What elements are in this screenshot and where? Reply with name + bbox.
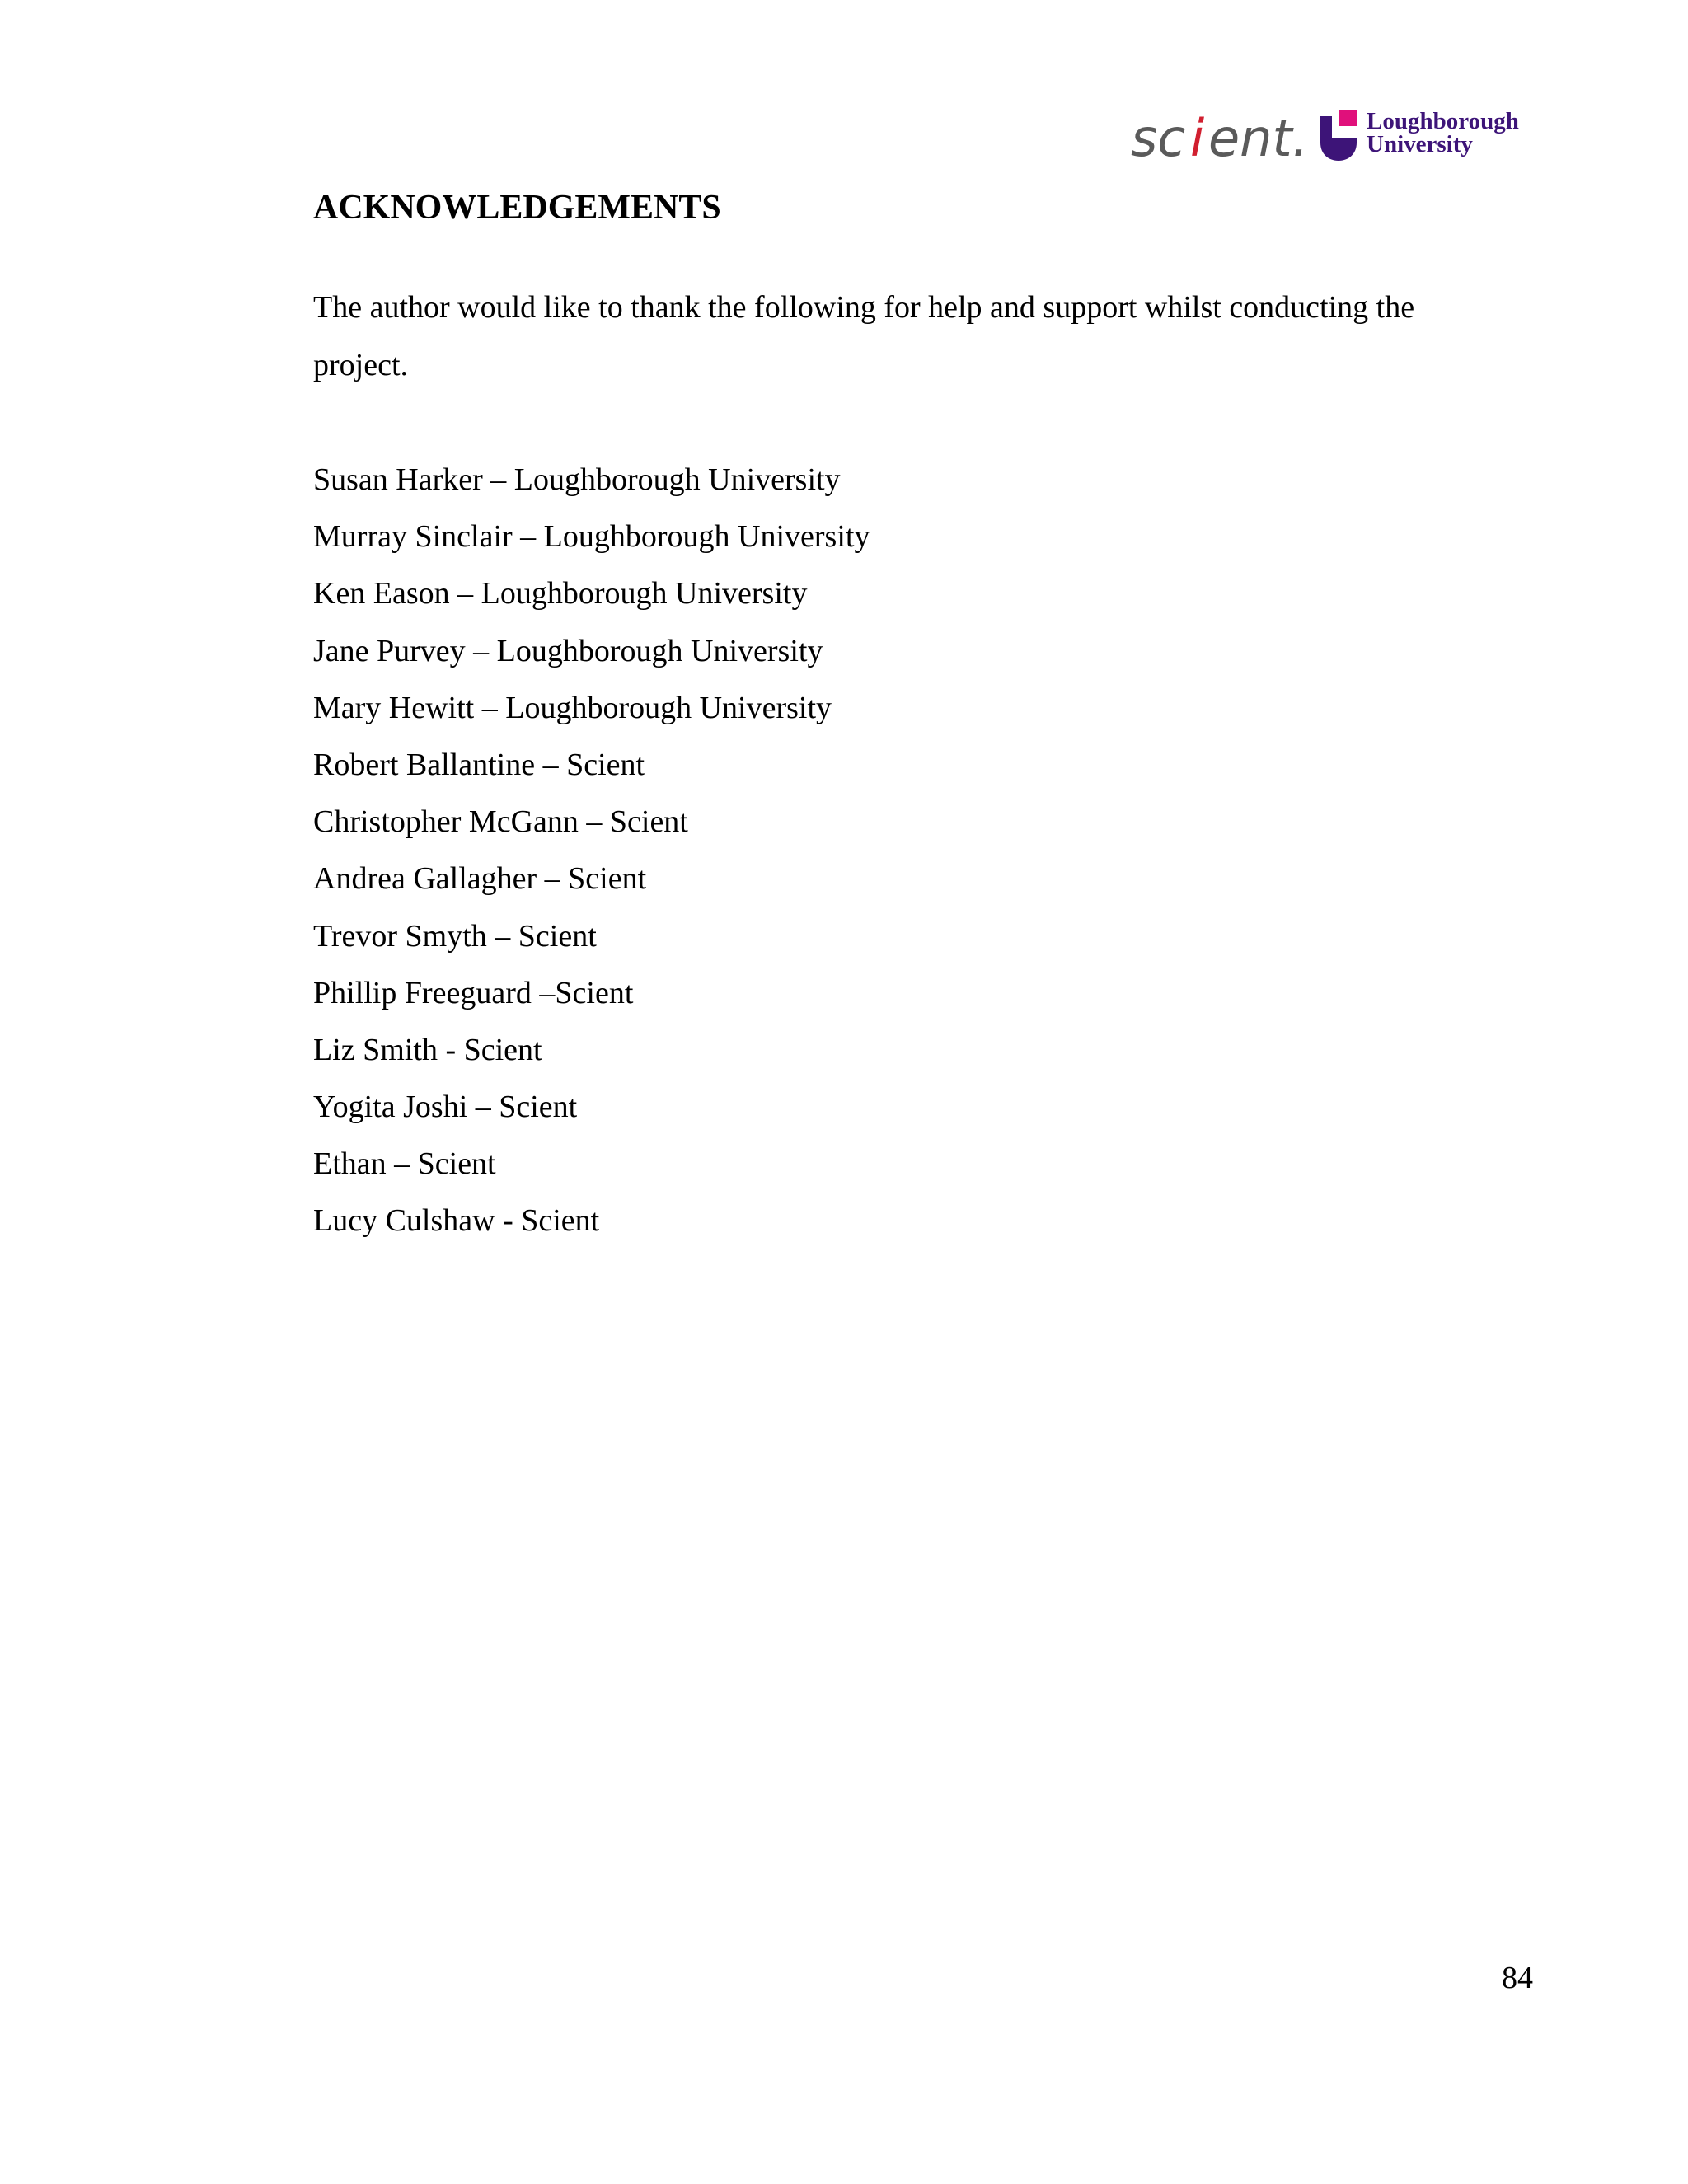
list-item: Trevor Smyth – Scient: [313, 918, 597, 954]
list-item: Ken Eason – Loughborough University: [313, 576, 808, 612]
acknowledged-people-list: [313, 452, 870, 1250]
loughborough-university-logo: [1319, 110, 1541, 167]
list-item: Lucy Culshaw - Scient: [313, 1203, 600, 1239]
list-item: Ethan – Scient: [313, 1146, 496, 1182]
intro-paragraph: The author would like to thank the following for help and support whilst conducting the project.: [313, 290, 1415, 382]
svg-text:ent.: ent.: [1208, 108, 1309, 168]
list-item: Liz Smith - Scient: [313, 1032, 542, 1067]
list-item: Robert Ballantine – Scient: [313, 747, 645, 782]
page-title: ACKNOWLEDGEMENTS: [313, 189, 721, 227]
list-item: Susan Harker – Loughborough University: [313, 462, 841, 497]
svg-text:i: i: [1190, 108, 1205, 168]
list-item: Christopher McGann – Scient: [313, 804, 688, 840]
list-item: Yogita Joshi – Scient: [313, 1090, 578, 1125]
list-item: Phillip Freeguard –Scient: [313, 975, 634, 1010]
list-item: Andrea Gallagher – Scient: [313, 861, 647, 897]
page-number: 84: [1502, 1961, 1533, 1995]
list-item: Mary Hewitt – Loughborough University: [313, 690, 832, 725]
list-item: Murray Sinclair – Loughborough University: [313, 519, 870, 555]
svg-text:sc: sc: [1131, 108, 1186, 168]
loughborough-shield-icon: [1319, 110, 1360, 161]
list-item: Jane Purvey – Loughborough University: [313, 633, 823, 668]
scient-logo: [1129, 103, 1309, 169]
loughborough-wordmark: Loughborough University: [1367, 108, 1519, 157]
header-logos: [1129, 103, 1541, 177]
